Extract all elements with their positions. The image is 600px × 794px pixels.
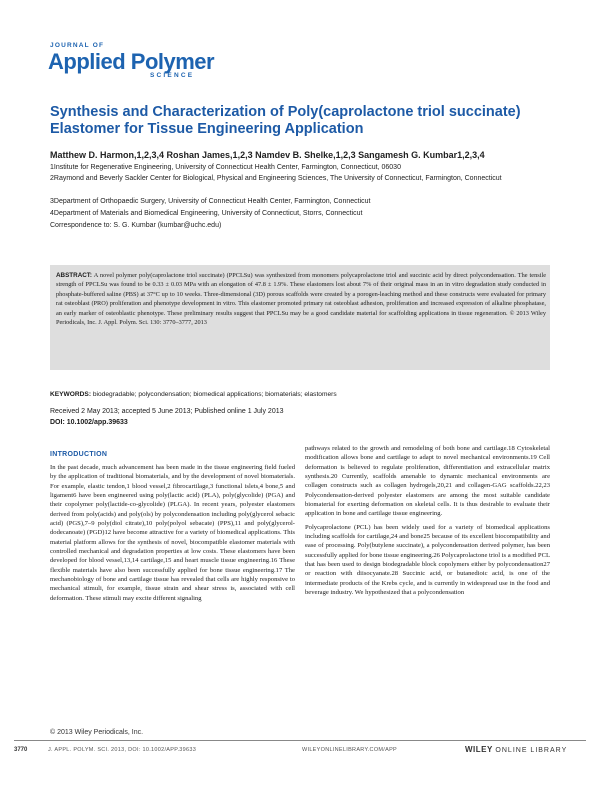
- abstract-label: ABSTRACT:: [56, 272, 93, 279]
- wiley-logo-suffix: ONLINE LIBRARY: [495, 747, 568, 754]
- author-list: [50, 150, 570, 160]
- paragraph: Polycaprolactone (PCL) has been widely used for a variety of biomedical applications including scaffolds for cartilage,24 and bone25 because of its excellent biocompatibility and ease of processing. Poly(butylene succinate), a polycondensation derived polymer, has been successfully applied for bone tissue engineering.26 Polycaprolactone triol is a modified PCL that has been used to design biodegradable block copolymers either by polycondensation27 or reaction with diisocyanate.28 Succinic acid, or butanedioic acid, is one of the intermediate products of the Krebs cycle, and is currently in widespread use in the food and beverage industry. We hypothesized that a polycondensation: [305, 523, 550, 597]
- correspondence: Correspondence to: S. G. Kumbar (kumbar@uchc.edu): [50, 222, 222, 229]
- wiley-logo-text: WILEY: [465, 745, 493, 754]
- section-heading: INTRODUCTION: [50, 451, 108, 458]
- publication-dates: Received 2 May 2013; accepted 5 June 2013; Published online 1 July 2013: [50, 408, 284, 415]
- page-number: 3770: [14, 747, 28, 753]
- keywords-text: biodegradable; polycondensation; biomedical applications; biomaterials; elastomers: [92, 391, 337, 398]
- affiliation-1: 1Institute for Regenerative Engineering, University of Connecticut Health Center, Farmington, Connecticut, 06030: [50, 164, 401, 171]
- footer-site-link[interactable]: WILEYONLINELIBRARY.COM/APP: [302, 747, 398, 753]
- paragraph: pathways related to the growth and remodeling of both bone and cartilage.18 Cytoskeletal modification allows bone and cartilage to adapt to novel mechanical environments.19 Cell deformation is believed to regulate proliferation, differentiation and extracellular matrix synthesis.20 Currently, scaffolds amenable to dynamic mechanical environments are collagen constructs such as collagen hydrogels,20,21 and collagen-GAG scaffolds.22,23 Polycondensation-derived polyester elastomers are among the most suitable candidate biomaterial for exerting deformation on skeletal cells. It is thus desirable to evaluate their application in bone and cartilage tissue engineering.: [305, 445, 550, 518]
- affiliation-2: 2Raymond and Beverly Sackler Center for Biological, Physical and Engineering Sciences, The University of Connecticut, Farmington, Connecticut: [50, 175, 502, 182]
- article-title: Synthesis and Characterization of Poly(caprolactone triol succinate) Elastomer for Tissue Engineering Application: [50, 104, 521, 137]
- footer-journal: J. APPL. POLYM. SCI. 2013, DOI: 10.1002/APP.39633: [48, 747, 197, 753]
- wiley-logo: [465, 745, 567, 754]
- journal-logo-bottom: SCIENCE: [150, 72, 195, 79]
- footer-divider: [14, 740, 586, 741]
- copyright: © 2013 Wiley Periodicals, Inc.: [50, 729, 144, 736]
- doi-link[interactable]: DOI: 10.1002/app.39633: [50, 419, 128, 426]
- authors-text: Matthew D. Harmon,1,2,3,4 Roshan James,1,2,3 Namdev B. Shelke,1,2,3 Sangamesh G. Kumbar1,2,3,4: [50, 150, 485, 160]
- abstract: [56, 271, 546, 327]
- abstract-text: A novel polymer poly(caprolactone triol succinate) (PPCLSu) was synthesized from monomers polycaprolactone triol and succinic acid by direct polycondensation. The tensile strength of PPCLSu was found to be 0.33 ± 0.03 MPa with an elongation of 47.8 ± 1.9%. These elastomers lost about 7% of their original mass in an in vitro degradation study conducted in phosphate-buffered saline (PBS) at 37°C up to 10 weeks. Three-dimensional (3D) porous scaffolds were created by a porogen-leaching method and these constructs were evaluated for primary rat osteoblast (PRO) proliferation and phenotype development in vitro. This elastomer promoted primary rat osteoblast adhesion, proliferation and increased expression of alkaline phosphatase, an early marker of osteoblastic phenotype. These preliminary results suggest that PPCLSu may be a good candidate material for scaffolding applications in tissue regeneration. © 2013 Wiley Periodicals, Inc. J. Appl. Polym. Sci. 130: 3770–3777, 2013: [56, 272, 546, 327]
- right-column: [305, 444, 550, 602]
- affiliation-3: 3Department of Orthopaedic Surgery, University of Connecticut Health Center, Farmington, Connecticut: [50, 198, 371, 205]
- journal-logo-top: JOURNAL OF: [50, 42, 105, 49]
- journal-logo: Applied Polymer: [48, 49, 215, 74]
- keywords-label: KEYWORDS:: [50, 391, 92, 398]
- keywords: [50, 391, 550, 398]
- affiliation-4: 4Department of Materials and Biomedical Engineering, University of Connecticut, Storrs, Connecticut: [50, 210, 363, 217]
- paragraph: In the past decade, much advancement has been made in the tissue engineering field fueled by the application of traditional biomaterials, and by the development of novel biomaterials. For example, elastic tendon,1 blood vessel,2 fibrocartilage,3 functional islets,4 bone,5 and ligament6 have been engineered using poly(lactic acid) (PLA), poly(glycolide) (PGA) and their copolymer poly(lactide-co-glycolide) (PLGA). In recent years, polyester elastomers derived from poly(acids) and poly(ols) by polycondensation including poly(glycerol sebacic acid) (PGS),7–9 poly(diol citrate),10 poly(polyol sebacate) (PPS),11 and poly(glycerol-dodecanoate) (PGD)12 have become attractive for a variety of biomedical applications. This material platform allows for the synthesis of novel, biocompatible elastomer materials with controlled mechanical and degradation properties at low costs. These elastomers have been developed for blood vessel,13,14 cartilage,15 and heart muscle tissue engineering.16 These flexible materials have also been successfully applied for bone tissue engineering.17 The mechanobiology of bone and cartilage tissue has revealed that cells are highly responsive to mechanical stimuli, for example, tissue strain and shear stress is, associated with cell deformation. These stimuli may excite different signaling: [50, 464, 295, 602]
- left-column: [50, 463, 295, 607]
